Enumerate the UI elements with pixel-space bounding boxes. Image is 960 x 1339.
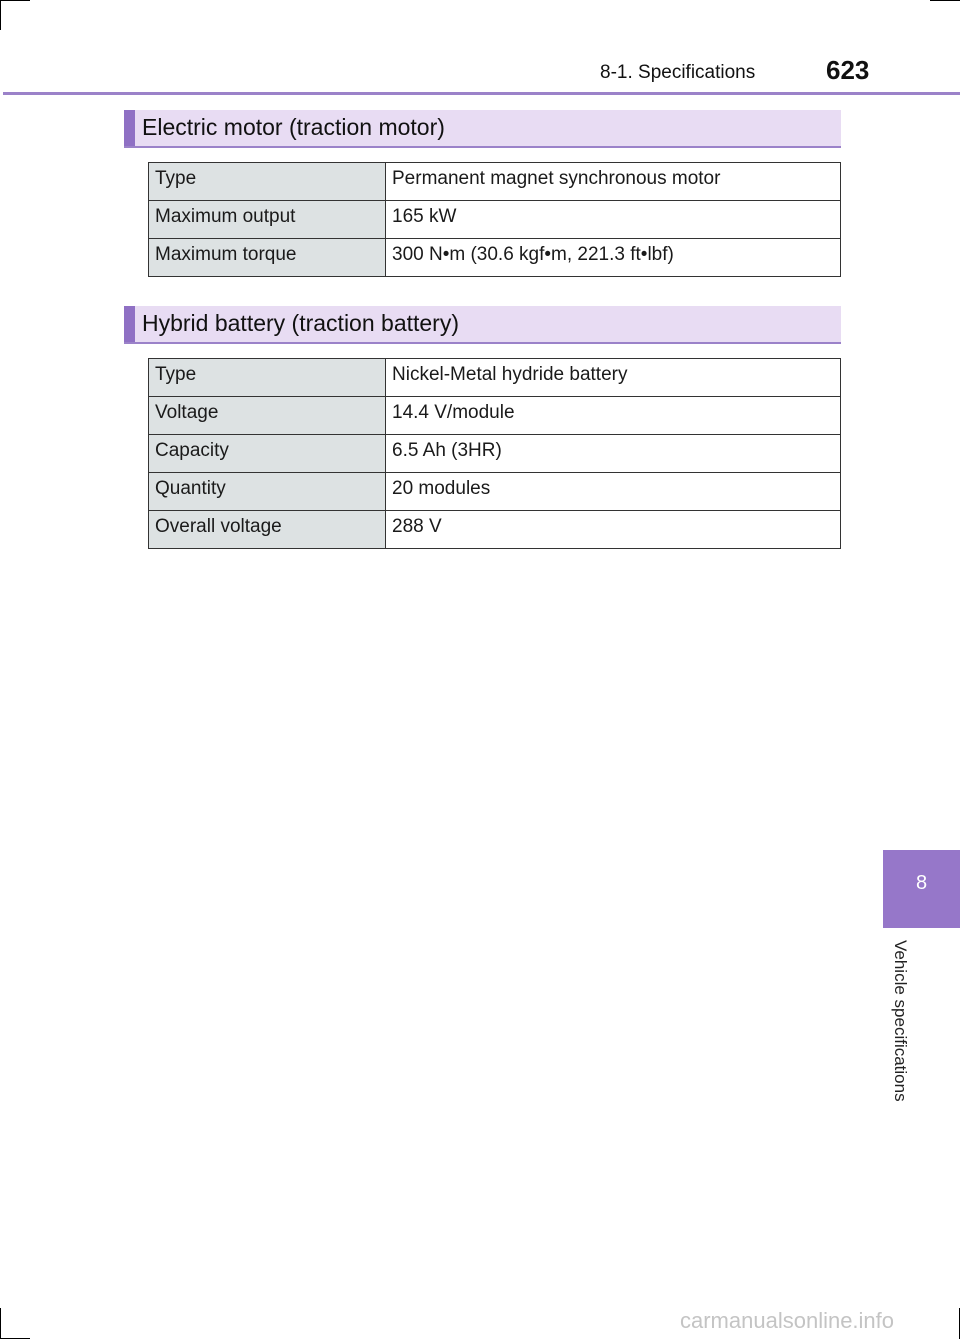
section-heading-text: Electric motor (traction motor) xyxy=(142,114,445,140)
spec-key: Type xyxy=(149,163,386,201)
spec-value: 6.5 Ah (3HR) xyxy=(386,435,841,473)
crop-mark xyxy=(0,0,1,30)
table-row xyxy=(149,435,841,473)
spec-value: 14.4 V/module xyxy=(386,397,841,435)
spec-key: Maximum torque xyxy=(149,239,386,277)
header-section-title: 8-1. Specifications xyxy=(600,62,756,83)
section-heading-hybrid-battery xyxy=(124,306,841,344)
chapter-label: Vehicle specifications xyxy=(891,940,910,1102)
spec-value: Nickel-Metal hydride battery xyxy=(386,359,841,397)
spec-key: Overall voltage xyxy=(149,511,386,549)
electric-motor-spec-table xyxy=(148,162,841,277)
spec-value: 165 kW xyxy=(386,201,841,239)
section-heading-text: Hybrid battery (traction battery) xyxy=(142,310,460,336)
spec-value: 300 N•m (30.6 kgf•m, 221.3 ft•lbf) xyxy=(386,239,841,277)
spec-value: 288 V xyxy=(386,511,841,549)
spec-value: Permanent magnet synchronous motor xyxy=(386,163,841,201)
crop-mark xyxy=(0,1308,1,1339)
spec-key: Voltage xyxy=(149,397,386,435)
section-heading-accent-bar xyxy=(124,110,135,146)
hybrid-battery-spec-table xyxy=(148,358,841,549)
spec-value: 20 modules xyxy=(386,473,841,511)
header-divider xyxy=(3,92,960,95)
table-row xyxy=(149,359,841,397)
watermark: carmanualsonline.info xyxy=(680,1308,895,1333)
spec-key: Type xyxy=(149,359,386,397)
spec-key: Quantity xyxy=(149,473,386,511)
table-row xyxy=(149,239,841,277)
page-number: 623 xyxy=(826,55,870,85)
crop-mark xyxy=(930,0,960,1)
table-row xyxy=(149,511,841,549)
table-row xyxy=(149,201,841,239)
crop-mark xyxy=(0,0,30,1)
table-row xyxy=(149,163,841,201)
section-heading-accent-bar xyxy=(124,306,135,342)
spec-key: Capacity xyxy=(149,435,386,473)
table-row xyxy=(149,473,841,511)
section-heading-electric-motor xyxy=(124,110,841,148)
chapter-tab: 8 xyxy=(883,850,960,928)
spec-key: Maximum output xyxy=(149,201,386,239)
table-row xyxy=(149,397,841,435)
